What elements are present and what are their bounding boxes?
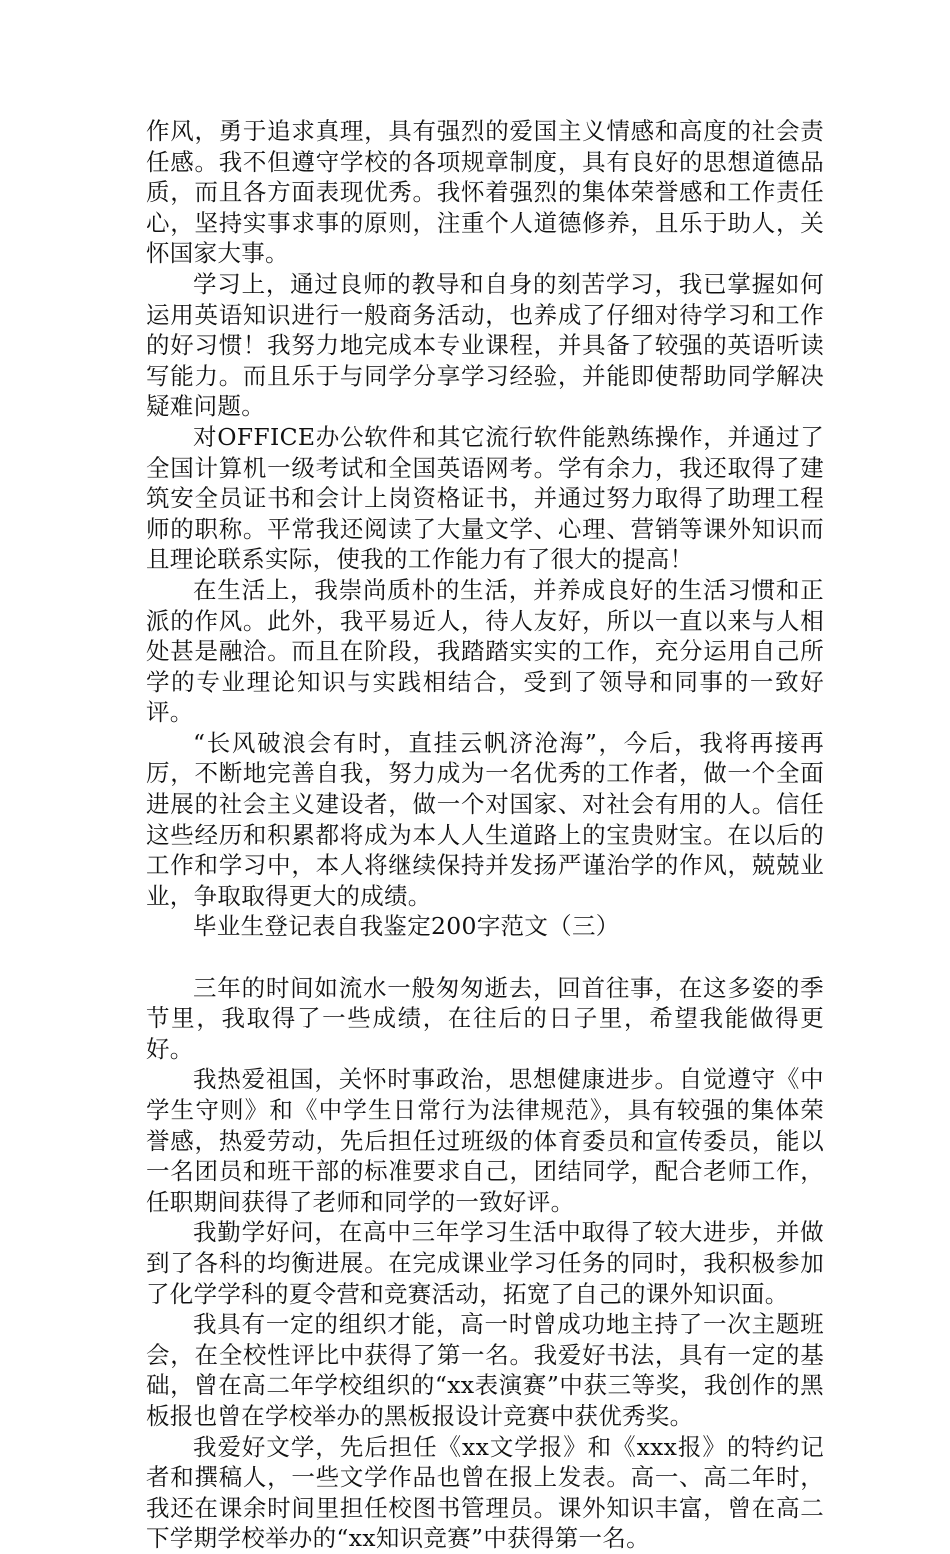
paragraph-1: 作风，勇于追求真理，具有强烈的爱国主义情感和高度的社会责任感。我不但遵守学校的各项规章制度，具有良好的思想道德品质，而且各方面表现优秀。我怀着强烈的集体荣誉感和工作责任心，坚持实事求事的原则，注重个人道德修养，且乐于助人，关怀国家大事。 <box>146 117 824 268</box>
paragraph-8: 我勤学好问，在高中三年学习生活中取得了较大进步，并做到了各科的均衡进展。在完成课业学习任务的同时，我积极参加了化学学科的夏令营和竞赛活动，拓宽了自己的课外知识面。 <box>146 1218 824 1308</box>
paragraph-6: 三年的时间如流水一般匆匆逝去，回首往事，在这多姿的季节里，我取得了一些成绩，在往后的日子里，希望我能做得更好。 <box>146 973 824 1063</box>
paragraph-9: 我具有一定的组织才能，高一时曾成功地主持了一次主题班会，在全校性评比中获得了第一名。我爱好书法，具有一定的基础，曾在高二年学校组织的“xx表演赛”中获三等奖，我创作的黑板报也曾在学校举办的黑板报设计竞赛中获优秀奖。 <box>146 1310 824 1430</box>
document-body <box>146 116 824 1554</box>
blank-line <box>146 942 824 973</box>
section-title: 毕业生登记表自我鉴定200字范文（三） <box>193 912 620 941</box>
paragraph-4: 在生活上，我崇尚质朴的生活，并养成良好的生活习惯和正派的作风。此外，我平易近人，待人友好，所以一直以来与人相处甚是融洽。而且在阶段，我踏踏实实的工作，充分运用自己所学的专业理论知识与实践相结合，受到了领导和同事的一致好评。 <box>146 575 824 727</box>
paragraph-7: 我热爱祖国，关怀时事政治，思想健康进步。自觉遵守《中学生守则》和《中学生日常行为法律规范》，具有较强的集体荣誉感，热爱劳动，先后担任过班级的体育委员和宣传委员，能以一名团员和班干部的标准要求自己，团结同学，配合老师工作，任职期间获得了老师和同学的一致好评。 <box>146 1065 824 1216</box>
paragraph-10: 我爱好文学，先后担任《xx文学报》和《xxx报》的特约记者和撰稿人，一些文学作品也曾在报上发表。高一、高二年时，我还在课余时间里担任校图书管理员。课外知识丰富，曾在高二下学期学校举办的“xx知识竞赛”中获得第一名。 <box>146 1432 824 1553</box>
paragraph-5: “长风破浪会有时，直挂云帆济沧海”，今后，我将再接再厉，不断地完善自我，努力成为一名优秀的工作者，做一个全面进展的社会主义建设者，做一个对国家、对社会有用的人。信任这些经历和积累都将成为本人人生道路上的宝贵财宝。在以后的工作和学习中，本人将继续保持并发扬严谨治学的作风，兢兢业业，争取取得更大的成绩。 <box>146 728 824 910</box>
paragraph-3: 对OFFICE办公软件和其它流行软件能熟练操作，并通过了全国计算机一级考试和全国英语网考。学有余力，我还取得了建筑安全员证书和会计上岗资格证书，并通过努力取得了助理工程师的职称。平常我还阅读了大量文学、心理、营销等课外知识而且理论联系实际，使我的工作能力有了很大的提高！ <box>146 422 824 574</box>
paragraph-2: 学习上，通过良师的教导和自身的刻苦学习，我已掌握如何运用英语知识进行一般商务活动，也养成了仔细对待学习和工作的好习惯！我努力地完成本专业课程，并具备了较强的英语听读写能力。而且乐于与同学分享学习经验，并能即使帮助同学解决疑难问题。 <box>146 269 824 421</box>
